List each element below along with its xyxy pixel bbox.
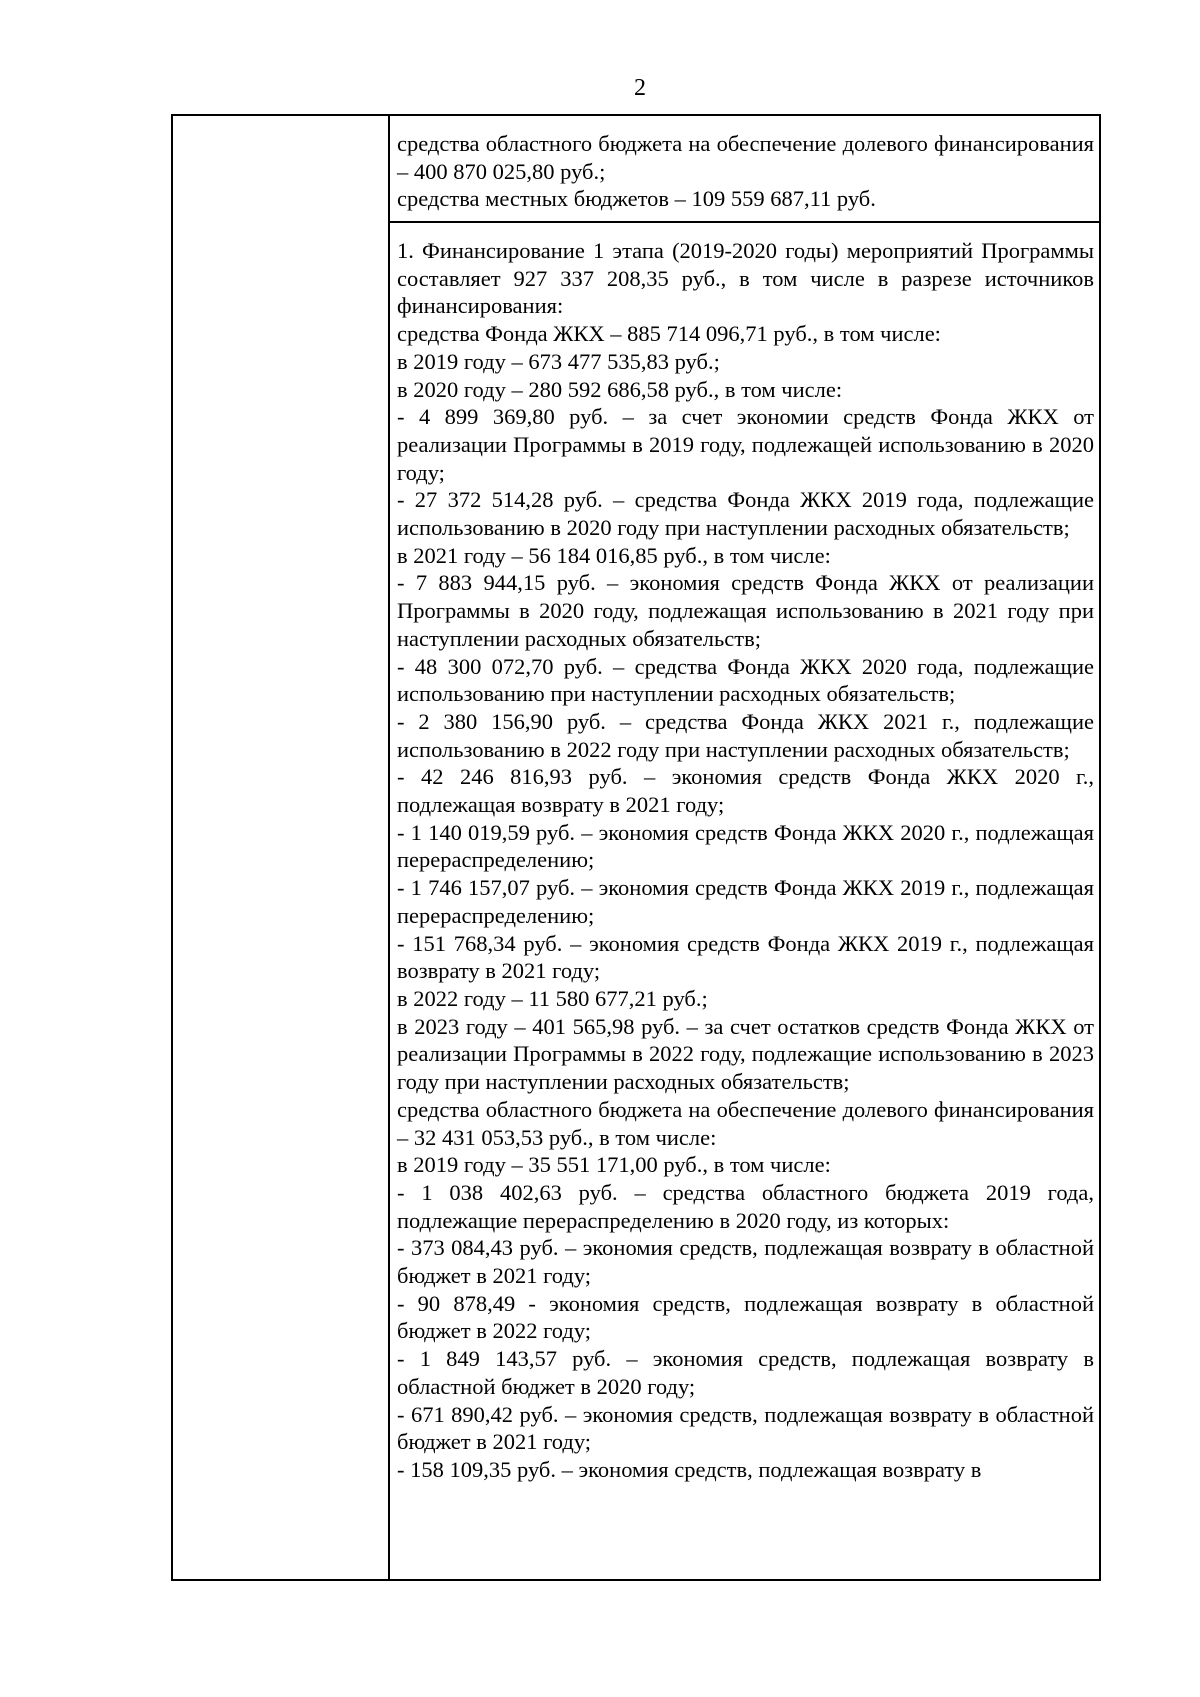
cell-paragraph: - 1 746 157,07 руб. – экономия средств Фонда ЖКХ 2019 г., подлежащая перераспределению; <box>397 875 1094 928</box>
cell-paragraph: в 2023 году – 401 565,98 руб. – за счет остатков средств Фонда ЖКХ от реализации Программы в 2022 году, подлежащие использованию в 2023 году при наступлении расходных обязательств; <box>397 1013 1094 1095</box>
cell-paragraph: - 2 380 156,90 руб. – средства Фонда ЖКХ 2021 г., подлежащие использованию в 2022 году при наступлении расходных обязательств; <box>397 708 1094 762</box>
table-cell-row-2 <box>397 237 1094 1484</box>
column-divider <box>388 116 390 1579</box>
cell-paragraph: - 1 140 019,59 руб. – экономия средств Фонда ЖКХ 2020 г., подлежащая перераспределению; <box>397 819 1094 873</box>
cell-paragraph: средства местных бюджетов – 109 559 687,11 руб. <box>397 186 876 212</box>
page-number: 2 <box>634 75 646 101</box>
cell-paragraph: в 2022 году – 11 580 677,21 руб.; <box>397 985 708 1011</box>
cell-paragraph: - 1 849 143,57 руб. – экономия средств, подлежащая возврату в областной бюджет в 2020 году; <box>397 1346 1094 1399</box>
cell-paragraph: средства областного бюджета на обеспечение долевого финансирования – 32 431 053,53 руб., в том числе: <box>397 1096 1094 1150</box>
cell-paragraph: в 2019 году – 673 477 535,83 руб.; <box>397 348 720 374</box>
cell-paragraph: - 7 883 944,15 руб. – экономия средств Фонда ЖКХ от реализации Программы в 2020 году, подлежащая использованию в 2021 году при наступлении расходных обязательств; <box>397 570 1094 651</box>
cell-paragraph: - 158 109,35 руб. – экономия средств, подлежащая возврату в <box>397 1456 982 1482</box>
cell-paragraph: - 42 246 816,93 руб. – экономия средств Фонда ЖКХ 2020 г., подлежащая возврату в 2021 году; <box>397 764 1094 818</box>
cell-paragraph: в 2019 году – 35 551 171,00 руб., в том числе: <box>397 1152 831 1178</box>
cell-paragraph: - 90 878,49 - экономия средств, подлежащая возврату в областной бюджет в 2022 году; <box>397 1290 1094 1344</box>
cell-paragraph: - 671 890,42 руб. – экономия средств, подлежащая возврату в областной бюджет в 2021 году; <box>397 1401 1094 1455</box>
cell-paragraph: 1. Финансирование 1 этапа (2019-2020 годы) мероприятий Программы составляет 927 337 208,35 руб., в том числе в разрезе источников финансирования: <box>397 238 1094 319</box>
cell-paragraph: - 373 084,43 руб. – экономия средств, подлежащая возврату в областной бюджет в 2021 году; <box>397 1235 1094 1289</box>
cell-paragraph: в 2020 году – 280 592 686,58 руб., в том числе: <box>397 376 843 402</box>
cell-paragraph: - 48 300 072,70 руб. – средства Фонда ЖКХ 2020 года, подлежащие использованию при наступлении расходных обязательств; <box>397 653 1094 707</box>
cell-paragraph: - 4 899 369,80 руб. – за счет экономии средств Фонда ЖКХ от реализации Программы в 2019 году, подлежащей использованию в 2020 году; <box>397 404 1094 485</box>
table-cell-row-1 <box>397 130 1094 213</box>
cell-paragraph: - 1 038 402,63 руб. – средства областного бюджета 2019 года, подлежащие перераспределению в 2020 году, из которых: <box>397 1179 1094 1233</box>
cell-paragraph: - 27 372 514,28 руб. – средства Фонда ЖКХ 2019 года, подлежащие использованию в 2020 году при наступлении расходных обязательств; <box>397 487 1094 541</box>
row-divider <box>388 221 1101 223</box>
cell-paragraph: средства областного бюджета на обеспечение долевого финансирования – 400 870 025,80 руб.; <box>397 131 1094 184</box>
cell-paragraph: в 2021 году – 56 184 016,85 руб., в том числе: <box>397 542 831 568</box>
program-table <box>171 114 1101 1581</box>
cell-paragraph: средства Фонда ЖКХ – 885 714 096,71 руб., в том числе: <box>397 321 941 347</box>
cell-paragraph: - 151 768,34 руб. – экономия средств Фонда ЖКХ 2019 г., подлежащая возврату в 2021 году; <box>397 930 1094 984</box>
